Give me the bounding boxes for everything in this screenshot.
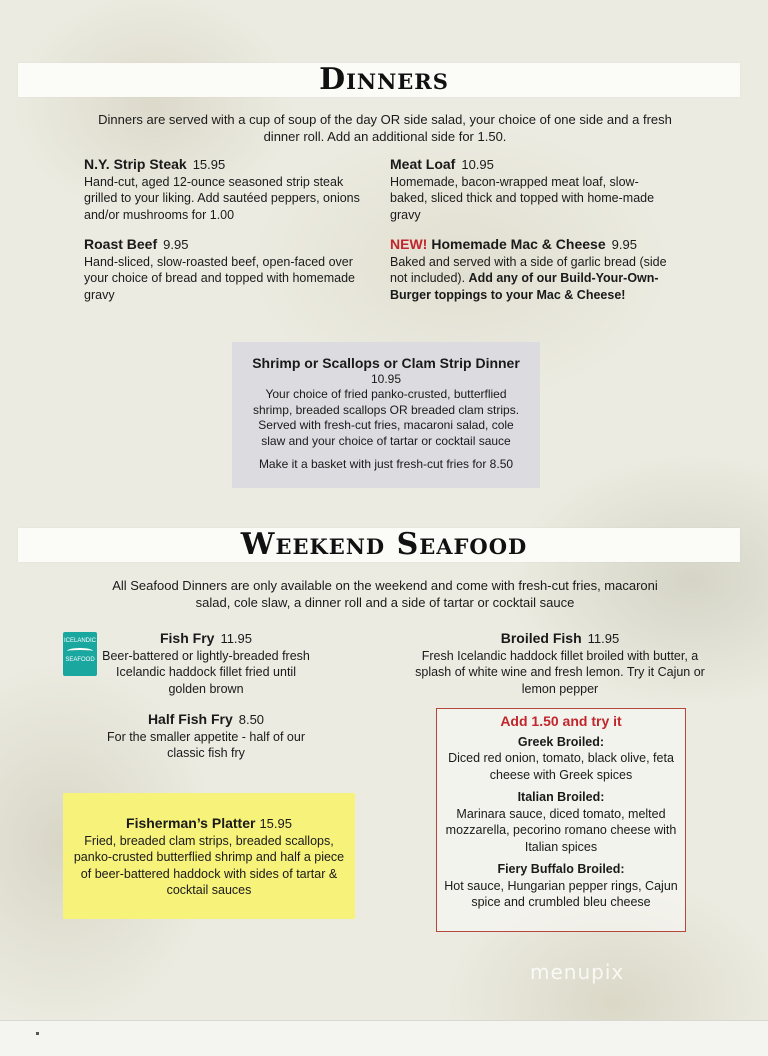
item-description: Beer-battered or lightly-breaded fresh Icelandic haddock fillet fried until golden brown (102, 648, 310, 696)
item-name: Half Fish Fry (147, 711, 233, 727)
item-price: 15.95 (259, 816, 292, 831)
item-price: 11.95 (587, 631, 620, 646)
item-name: N.Y. Strip Steak (84, 156, 187, 172)
addon-option-desc: Diced red onion, tomato, black olive, feta cheese with Greek spices (448, 751, 674, 782)
item-price: 11.95 (220, 631, 253, 646)
item-description: Hand-cut, aged 12-ounce seasoned strip steak grilled to your liking. Add sautéed peppers, onions and/or mushrooms for 1.00 (84, 174, 360, 222)
item-description: Hand-sliced, slow-roasted beef, open-faced over your choice of bread and topped with homemade gravy (84, 254, 356, 302)
item-price: 9.95 (163, 237, 189, 252)
item-name: Roast Beef (84, 236, 158, 252)
page-bottom-edge (0, 1020, 768, 1056)
menu-item-fish-fry (100, 630, 312, 697)
addon-option-desc: Hot sauce, Hungarian pepper rings, Cajun spice and crumbled bleu cheese (444, 878, 678, 909)
item-name: Meat Loaf (390, 156, 456, 172)
scan-mark (36, 1032, 39, 1035)
basket-note: Make it a basket with just fresh-cut fries for 8.50 (258, 457, 514, 471)
wave-icon (67, 648, 93, 654)
menu-item-mac-cheese (390, 236, 682, 303)
shrimp-dinner-box (232, 342, 540, 488)
addon-option-buffalo (437, 861, 685, 911)
item-description: Homemade, bacon-wrapped meat loaf, slow-baked, sliced thick and topped with home-made gravy (390, 174, 655, 222)
addon-title: Add 1.50 and try it (500, 713, 622, 729)
item-price: 10.95 (461, 157, 494, 172)
addon-option-name: Greek Broiled: (517, 734, 605, 749)
item-description-bold: Add any of our Build-Your-Own-Burger toppings to your Mac & Cheese! (390, 271, 659, 302)
item-price: 10.95 (370, 371, 402, 386)
addon-option-italian (437, 789, 685, 855)
icelandic-seafood-logo (63, 632, 97, 676)
item-name: Homemade Mac & Cheese (431, 236, 606, 252)
broiled-addon-box (436, 708, 686, 932)
item-name: Fish Fry (159, 630, 215, 646)
item-price: 9.95 (611, 237, 637, 252)
addon-option-name: Fiery Buffalo Broiled: (497, 862, 625, 876)
menu-item-broiled-fish (410, 630, 710, 697)
fishermans-platter-box (63, 793, 355, 919)
addon-option-desc: Marinara sauce, diced tomato, melted mozzarella, pecorino romano cheese with Italian spices (445, 806, 677, 854)
item-name: Broiled Fish (500, 630, 582, 646)
logo-top-text: ICELANDIC (63, 638, 96, 644)
item-description-text: Baked and served with a side of garlic bread (side not included). (390, 254, 667, 285)
dinners-title: Dinners (319, 62, 449, 97)
addon-option-name: Italian Broiled: (517, 790, 605, 804)
menupix-watermark: menupix (530, 960, 625, 984)
item-description: For the smaller appetite - half of our classic fish fry (106, 729, 305, 760)
item-price: 15.95 (192, 157, 226, 172)
dinners-intro: Dinners are served with a cup of soup of the day OR side salad, your choice of one side and a fresh dinner roll. Add an additional side for 1.50. (98, 112, 672, 144)
item-description (390, 254, 682, 304)
menu-item-half-fish-fry (104, 711, 308, 762)
item-name: Shrimp or Scallops or Clam Strip Dinner (252, 355, 520, 371)
menu-item-strip-steak (84, 156, 374, 223)
seafood-intro: All Seafood Dinners are only available on the weekend and come with fresh-cut fries, macaroni salad, cole slaw, a dinner roll and a side of tartar or cocktail sauce (112, 578, 658, 610)
menu-item-roast-beef (84, 236, 364, 303)
item-description: Fresh Icelandic haddock fillet broiled with butter, a splash of white wine and fresh lemon. Try it Cajun or lemon pepper (415, 648, 705, 696)
item-price: 8.50 (238, 712, 265, 727)
item-description: Fried, breaded clam strips, breaded scallops, panko-crusted butterflied shrimp and half a piece of beer-battered haddock with sides of tartar & cocktail sauces (73, 833, 345, 897)
addon-option-greek (437, 734, 685, 784)
item-description: Your choice of fried panko-crusted, butterflied shrimp, breaded scallops OR breaded clam strips. Served with fresh-cut fries, macaroni salad, cole slaw and your choice of tartar or cocktail sauce (252, 387, 520, 448)
logo-bottom-text: SEAFOOD (65, 657, 95, 663)
item-name: Fisherman’s Platter (126, 815, 256, 831)
seafood-title: Weekend Seafood (240, 527, 528, 562)
new-badge: NEW! (390, 236, 428, 252)
menu-item-meat-loaf (390, 156, 674, 223)
